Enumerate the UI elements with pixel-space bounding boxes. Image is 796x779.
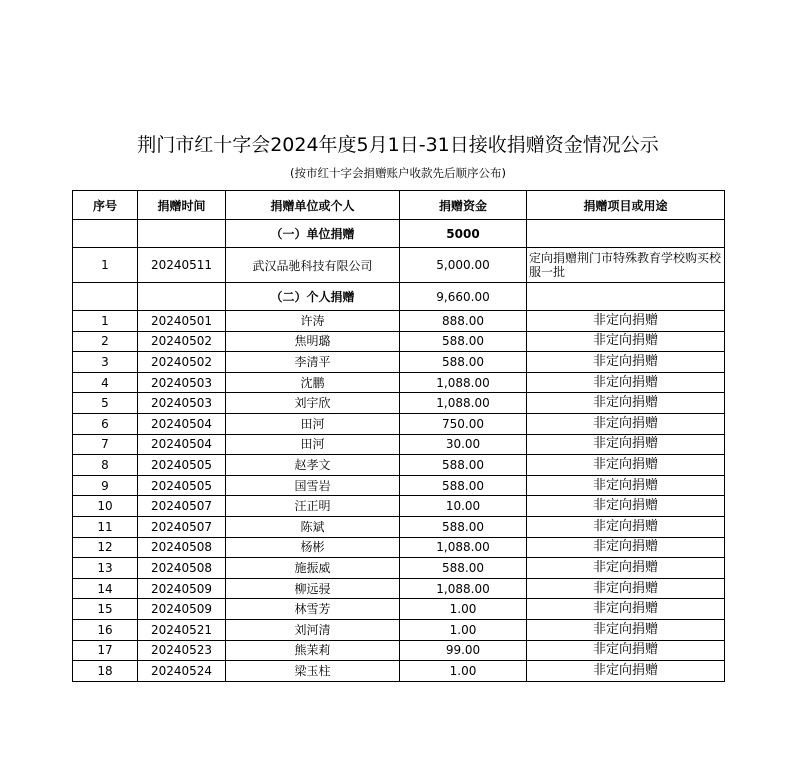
- unit-section-row: [73, 220, 725, 248]
- cell-empty: [138, 283, 226, 311]
- cell-donor: 沈鹏: [226, 372, 400, 393]
- cell-amount: 10.00: [400, 496, 527, 517]
- cell-amount: 588.00: [400, 558, 527, 579]
- cell-purpose: 非定向捐赠: [527, 455, 725, 476]
- cell-no: 5: [73, 393, 138, 414]
- cell-no: 1: [73, 248, 138, 283]
- cell-donor: 柳远骎: [226, 578, 400, 599]
- cell-donor: 陈斌: [226, 516, 400, 537]
- table-header-row: [73, 191, 725, 220]
- table-row: [73, 516, 725, 537]
- table-row: [73, 413, 725, 434]
- cell-amount: 1,088.00: [400, 372, 527, 393]
- cell-date: 20240502: [138, 331, 226, 352]
- table-row: [73, 352, 725, 373]
- cell-date: 20240508: [138, 537, 226, 558]
- cell-donor: 杨彬: [226, 537, 400, 558]
- cell-empty: [138, 220, 226, 248]
- cell-no: 14: [73, 578, 138, 599]
- page-subtitle: (按市红十字会捐赠账户收款先后顺序公布): [290, 166, 506, 180]
- cell-no: 13: [73, 558, 138, 579]
- cell-date: 20240501: [138, 311, 226, 332]
- cell-donor: 焦明璐: [226, 331, 400, 352]
- personal-section-label: （二）个人捐赠: [226, 283, 400, 311]
- cell-purpose: 非定向捐赠: [527, 393, 725, 414]
- cell-empty: [527, 220, 725, 248]
- table-row: [73, 619, 725, 640]
- table-row: [73, 455, 725, 476]
- cell-no: 15: [73, 599, 138, 620]
- cell-amount: 588.00: [400, 455, 527, 476]
- cell-no: 18: [73, 661, 138, 682]
- cell-amount: 588.00: [400, 516, 527, 537]
- cell-donor: 赵孝文: [226, 455, 400, 476]
- cell-no: 4: [73, 372, 138, 393]
- cell-amount: 1,088.00: [400, 578, 527, 599]
- cell-date: 20240505: [138, 475, 226, 496]
- cell-amount: 5,000.00: [400, 248, 527, 283]
- cell-no: 6: [73, 413, 138, 434]
- cell-date: 20240509: [138, 599, 226, 620]
- cell-donor: 梁玉柱: [226, 661, 400, 682]
- table-row: [73, 475, 725, 496]
- cell-no: 9: [73, 475, 138, 496]
- cell-amount: 750.00: [400, 413, 527, 434]
- cell-donor: 刘宇欣: [226, 393, 400, 414]
- header-purpose: 捐赠项目或用途: [527, 191, 725, 220]
- table-row: [73, 496, 725, 517]
- cell-date: 20240503: [138, 393, 226, 414]
- cell-purpose: 非定向捐赠: [527, 496, 725, 517]
- cell-amount: 1.00: [400, 599, 527, 620]
- cell-purpose: 非定向捐赠: [527, 558, 725, 579]
- header-date: 捐赠时间: [138, 191, 226, 220]
- personal-section-row: [73, 283, 725, 311]
- cell-donor: 汪正明: [226, 496, 400, 517]
- cell-no: 16: [73, 619, 138, 640]
- cell-purpose: 非定向捐赠: [527, 578, 725, 599]
- table-row: [73, 599, 725, 620]
- cell-amount: 1.00: [400, 619, 527, 640]
- table-row: [73, 434, 725, 455]
- cell-empty: [73, 283, 138, 311]
- cell-donor: 林雪芳: [226, 599, 400, 620]
- cell-date: 20240502: [138, 352, 226, 373]
- unit-section-total: 5000: [400, 220, 527, 248]
- table-row: [73, 248, 725, 283]
- cell-purpose: 非定向捐赠: [527, 434, 725, 455]
- cell-no: 12: [73, 537, 138, 558]
- cell-donor: 武汉品驰科技有限公司: [226, 248, 400, 283]
- header-donor: 捐赠单位或个人: [226, 191, 400, 220]
- cell-date: 20240504: [138, 434, 226, 455]
- cell-purpose: 定向捐赠荆门市特殊教育学校购买校服一批: [527, 248, 725, 283]
- table-row: [73, 640, 725, 661]
- cell-date: 20240503: [138, 372, 226, 393]
- table-row: [73, 661, 725, 682]
- cell-amount: 99.00: [400, 640, 527, 661]
- cell-date: 20240507: [138, 496, 226, 517]
- table-row: [73, 393, 725, 414]
- cell-date: 20240524: [138, 661, 226, 682]
- cell-purpose: 非定向捐赠: [527, 599, 725, 620]
- cell-purpose: 非定向捐赠: [527, 516, 725, 537]
- cell-no: 3: [73, 352, 138, 373]
- cell-date: 20240504: [138, 413, 226, 434]
- cell-no: 1: [73, 311, 138, 332]
- cell-donor: 李清平: [226, 352, 400, 373]
- header-amount: 捐赠资金: [400, 191, 527, 220]
- cell-donor: 施振威: [226, 558, 400, 579]
- cell-no: 7: [73, 434, 138, 455]
- cell-donor: 许涛: [226, 311, 400, 332]
- cell-purpose: 非定向捐赠: [527, 413, 725, 434]
- table-row: [73, 537, 725, 558]
- cell-purpose: 非定向捐赠: [527, 640, 725, 661]
- cell-donor: 田河: [226, 413, 400, 434]
- cell-purpose: 非定向捐赠: [527, 331, 725, 352]
- cell-purpose: 非定向捐赠: [527, 372, 725, 393]
- cell-donor: 刘河清: [226, 619, 400, 640]
- cell-date: 20240511: [138, 248, 226, 283]
- cell-donor: 熊茉莉: [226, 640, 400, 661]
- cell-no: 11: [73, 516, 138, 537]
- cell-amount: 30.00: [400, 434, 527, 455]
- cell-no: 17: [73, 640, 138, 661]
- unit-section-label: （一）单位捐赠: [226, 220, 400, 248]
- page-title: 荆门市红十字会2024年度5月1日-31日接收捐赠资金情况公示: [137, 134, 659, 156]
- cell-purpose: 非定向捐赠: [527, 475, 725, 496]
- cell-amount: 588.00: [400, 331, 527, 352]
- cell-no: 2: [73, 331, 138, 352]
- cell-purpose: 非定向捐赠: [527, 619, 725, 640]
- cell-date: 20240507: [138, 516, 226, 537]
- cell-donor: 国雪岩: [226, 475, 400, 496]
- cell-amount: 588.00: [400, 475, 527, 496]
- cell-no: 10: [73, 496, 138, 517]
- cell-purpose: 非定向捐赠: [527, 661, 725, 682]
- cell-date: 20240523: [138, 640, 226, 661]
- cell-purpose: 非定向捐赠: [527, 352, 725, 373]
- personal-section-total: 9,660.00: [400, 283, 527, 311]
- table-row: [73, 578, 725, 599]
- table-row: [73, 558, 725, 579]
- cell-no: 8: [73, 455, 138, 476]
- cell-date: 20240509: [138, 578, 226, 599]
- cell-date: 20240508: [138, 558, 226, 579]
- donation-table: [72, 190, 725, 682]
- cell-date: 20240521: [138, 619, 226, 640]
- cell-amount: 1,088.00: [400, 537, 527, 558]
- cell-purpose: 非定向捐赠: [527, 537, 725, 558]
- cell-amount: 888.00: [400, 311, 527, 332]
- cell-donor: 田河: [226, 434, 400, 455]
- cell-empty: [527, 283, 725, 311]
- table-row: [73, 311, 725, 332]
- cell-amount: 1.00: [400, 661, 527, 682]
- table-row: [73, 372, 725, 393]
- header-no: 序号: [73, 191, 138, 220]
- cell-amount: 588.00: [400, 352, 527, 373]
- cell-amount: 1,088.00: [400, 393, 527, 414]
- cell-purpose: 非定向捐赠: [527, 311, 725, 332]
- table-row: [73, 331, 725, 352]
- cell-empty: [73, 220, 138, 248]
- cell-date: 20240505: [138, 455, 226, 476]
